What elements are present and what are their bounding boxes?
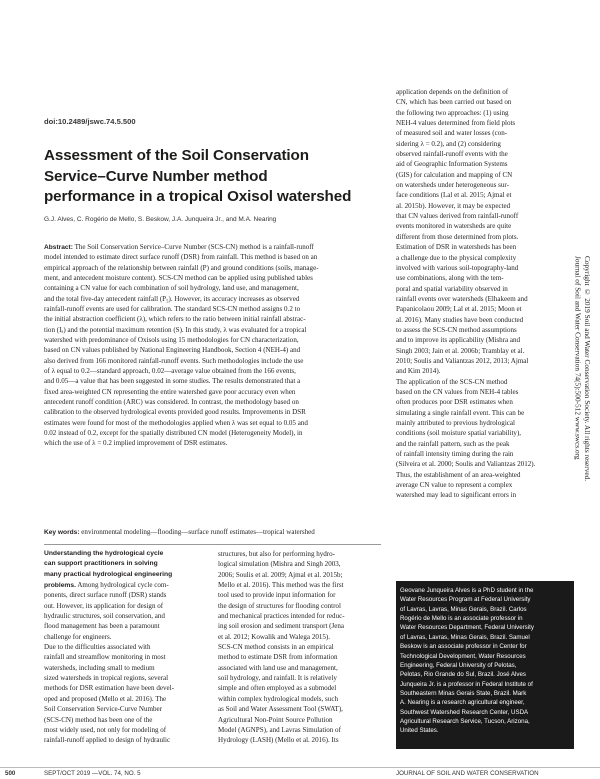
body-line: 2006; Soulis et al. 2009; Ajmal et al. 2015b; (218, 570, 343, 579)
body-line (44, 580, 207, 590)
body-line: ponents, direct surface runoff (DSR) stands (44, 591, 167, 600)
body-line: often produces poor DSR estimates when (396, 398, 513, 407)
body-line: et al. 2012; Kowalik and Walega 2015). (218, 632, 331, 641)
bio-line: A. Nearing is a research agricultural engineer, (400, 699, 525, 707)
body-line: CN, which has been carried out based on (396, 98, 512, 107)
body-line: use combinations, along with the tem- (396, 274, 504, 283)
journal-name: JOURNAL OF SOIL AND WATER CONSERVATION (396, 770, 539, 777)
body-line: of measured soil and water losses (con- (396, 129, 508, 138)
abstract-line: and 0.05—a value that has been suggested in some studies. The results demonstrated that a (44, 377, 301, 386)
body-line: and Kim 2014). (396, 367, 441, 376)
body-line: sidering λ = 0.2), and (2) considering (396, 139, 501, 148)
body-line: Model (AGNPS), and Lavras Simulation of (218, 725, 341, 734)
abstract-line (44, 242, 381, 252)
body-column-1 (44, 549, 207, 746)
bio-line: Rogério de Mello is an associate professor in (400, 615, 523, 623)
bio-line: of Lavras, Lavras, Minas Gerais, Brazil. Samuel (400, 633, 530, 641)
lead-line: many practical hydrological engineering (44, 570, 173, 578)
body-column-3 (396, 87, 567, 501)
body-line: rainfall-runoff applied to design of hydraulic (44, 736, 171, 745)
copyright-line: Journal of Soil and Water Conservation 74(5):500-512 www.swcs.org (573, 256, 583, 460)
lead-line: Understanding the hydrological cycle (44, 550, 164, 557)
body-line: to assess the SCS-CN method assumptions (396, 325, 517, 334)
abstract-line: empirical approach of the relationship between rainfall (P) and ground conditions (soils, manage- (44, 263, 319, 272)
abstract-line: of λ equal to 0.2—standard approach, 0.02—average value obtained from the 166 events, (44, 366, 296, 375)
article-title (44, 146, 394, 208)
abstract (44, 242, 381, 449)
lead-line: problems. (44, 582, 76, 590)
bio-line: Water Resources Department, Federal University (400, 624, 534, 632)
body-line: events monitored in watersheds are quite (396, 222, 512, 231)
body-line: watershed may lead to significant errors in (396, 491, 517, 500)
title-line: Service–Curve Number method (44, 167, 268, 185)
body-line: application depends on the definition of (396, 88, 509, 96)
body-line: The application of the SCS-CN method (396, 377, 508, 386)
body-line: method to estimate DSR from information (218, 653, 338, 662)
abstract-line: watershed with predominance of Oxisols using 15 methodologies for CN characterization, (44, 335, 299, 344)
body-line: watersheds, including small to medium (44, 663, 155, 672)
body-line: (GIS) for calculation and mapping of CN (396, 170, 513, 179)
bio-line: Geovane Junqueira Alves is a PhD student in the (400, 587, 534, 594)
body-line: al. 2015b). However, it may be expected (396, 201, 511, 210)
abstract-line: and the total five-day antecedent rainfall (P₅). However, its accuracy increases as observed (44, 294, 300, 303)
body-line: aid of Geographic Information Systems (396, 160, 508, 169)
abstract-line: estimates were found for most of the methodologies applied when λ was set equal to 0.05 and (44, 418, 308, 427)
abstract-body (44, 252, 381, 448)
abstract-line: which the use of λ = 0.2 implied improvement of DSR estimates. (44, 439, 228, 448)
column-1-body (44, 590, 207, 745)
body-line: hydraulic structures, soil conservation, and (44, 612, 165, 621)
abstract-line: antecedent runoff condition (ARC) was considered. In contrast, the methodology based on (44, 397, 299, 406)
body-line: observed rainfall-runoff events with the (396, 150, 508, 159)
body-line: (SCS-CN) method has been one of the (44, 715, 153, 724)
abstract-line: the initial abstraction coefficient (λ), which refers to the ratio between initial rainfall abstrac- (44, 315, 306, 324)
bio-line: of Lavras, Lavras, Minas Gerais, Brazil. Carlos (400, 605, 527, 613)
body-line: Singh 2003; Jain et al. 2006b; Tramblay et al. (396, 346, 525, 355)
bio-line: Junqueira Jr. is a professor in Federal Institute of (400, 680, 533, 688)
body-line: sized watersheds in tropical regions, several (44, 674, 169, 683)
body-line: Agricultural Non-Point Source Pollution (218, 715, 333, 724)
body-line: NEH-4 values determined from field plots (396, 119, 516, 128)
body-line: of rainfall intensity timing during the rain (396, 450, 514, 459)
body-line: associated with land use and management, (218, 663, 338, 672)
body-line: Mello et al. 2016). This method was the first (218, 581, 344, 590)
abstract-line: rainfall-runoff events are used for calibration. The standard SCS-CN method assigns 0.2 to (44, 304, 301, 313)
section-divider (44, 544, 381, 545)
body-line: rainfall events over watersheds (Elhakeem and (396, 294, 528, 303)
body-line: that CN values derived from rainfall-runoff (396, 212, 519, 221)
body-line: simple and often employed as a submodel (218, 684, 337, 693)
body-line: poral and spatial variability observed in (396, 284, 508, 293)
bio-line: United States. (400, 727, 439, 735)
body-column-2 (218, 549, 381, 746)
body-line: the design of structures for flooding control (218, 601, 341, 610)
body-line: 2010; Soulis and Valiantzas 2012, 2013; Ajmal (396, 356, 529, 365)
abstract-line: tion (Iₐ) and the potential maximum retention (S). In this study, λ was evaluated for a tropical (44, 325, 307, 334)
body-line: tool used to provide input information for (218, 591, 336, 600)
body-line: Soil Conservation Service-Curve Number (44, 705, 163, 714)
copyright-line: Copyright © 2019 Soil and Water Conservation Society. All rights reserved. (583, 256, 592, 482)
body-line: Hydrology (LASH) (Mello et al. 2016). Its (218, 736, 339, 745)
body-line: Due to the difficulties associated with (44, 643, 151, 652)
bio-line: Southwest Watershed Research Center, USDA (400, 708, 529, 716)
body-line: methods for DSR estimation have been devel- (44, 684, 174, 693)
body-line: based on the CN values from NEH-4 tables (396, 387, 519, 396)
body-line: within complex hydrological models, such (218, 694, 338, 703)
abstract-line: also derived from 166 monitored rainfall-runoff events. Such methodologies include the use (44, 356, 304, 365)
keywords (44, 528, 315, 536)
body-text: Among hydrological cycle com- (75, 581, 169, 590)
body-line: face conditions (Lal et al. 2015; Ajmal et (396, 191, 512, 200)
author-bio-box (396, 581, 574, 749)
title-line: performance in a tropical Oxisol watershed (44, 188, 352, 205)
body-line: logical simulation (Mishra and Singh 2003, (218, 560, 341, 569)
copyright-notice (573, 256, 592, 481)
body-line: involved with various soil-topography-land (396, 263, 519, 272)
footer-rule (0, 767, 600, 768)
body-line: Estimation of DSR in watersheds has been (396, 243, 517, 252)
author-list: G.J. Alves, C. Rogério de Mello, S. Beskow, J.A. Junqueira Jr., and M.A. Nearing (44, 216, 277, 223)
body-line: Papanicolaou 2009; Lal et al. 2015; Moon et (396, 305, 522, 314)
abstract-line: fixed area-weighted CN representing the entire watershed gave poor accuracy even when (44, 387, 296, 396)
body-line: (Silveira et al. 2000; Soulis and Valiantzas 2012). (396, 460, 536, 469)
body-line: ing soil erosion and sediment transport (Jena (218, 622, 345, 631)
body-line: different from those determined from plots. (396, 232, 519, 241)
body-line: simulating a single rainfall event. This can be (396, 408, 525, 417)
doi: doi:10.2489/jswc.74.5.500 (44, 117, 136, 126)
body-line: and mechanical practices intended for reduc- (218, 612, 345, 621)
issue-info: SEPT/OCT 2019 —VOL. 74, NO. 5 (44, 770, 141, 777)
abstract-line: containing a CN value for each combination of soil hydrology, land use, and management, (44, 284, 299, 293)
body-line: al. 2016). Many studies have been conducted (396, 315, 524, 324)
lead-line: can support practitioners in solving (44, 560, 158, 568)
body-line: and the rainfall pattern, such as the peak (396, 439, 510, 448)
title-line: Assessment of the Soil Conservation (44, 147, 309, 164)
body-line: Thus, the establishment of an area-weighted (396, 470, 521, 479)
bio-line: Water Resources Program at Federal University (400, 596, 531, 604)
body-line: oped and proposed (Mello et al. 2016). The (44, 694, 167, 703)
abstract-line: model intended to estimate direct surface runoff (DSR) from rainfall. This method is based on an (44, 253, 318, 262)
body-line: out. However, its application for design of (44, 601, 164, 610)
body-line: SCS-CN method consists in an empirical (218, 643, 334, 652)
bio-line: Engineering, Federal University of Pelotas, (400, 661, 517, 669)
body-line: mainly attributed to previous hydrological (396, 419, 515, 427)
abstract-line: based on CN values published by National Engineering Handbook, Section 4 (NEH-4) and (44, 346, 301, 355)
body-line: challenge for engineers. (44, 632, 112, 641)
abstract-line: 0.02 instead of 0.2, except for the spatially distributed CN model (Heterogeneity Model), in (44, 428, 303, 437)
bio-line: Beskow is an associate professor in Center for (400, 643, 527, 651)
bio-line: Pelotas, Rio Grande do Sul, Brazil. José Alves (400, 671, 526, 679)
abstract-label: Abstract: (44, 244, 73, 251)
body-line: soil hydrology, and rainfall. It is relatively (218, 674, 337, 683)
bio-line: Technological Development, Water Resources (400, 652, 526, 660)
body-line: flood management has been a paramount (44, 622, 160, 631)
bio-line: Agricultural Research Service, Tucson, Arizona, (400, 718, 530, 726)
body-line: most widely used, not only for modeling of (44, 725, 167, 734)
body-line: structures, but also for performing hydro- (218, 550, 336, 558)
body-line: a challenge due to the physical complexity (396, 253, 517, 262)
page-number: 500 (5, 770, 16, 777)
body-line: and to improve its applicability (Mishra and (396, 336, 521, 345)
body-line: as Soil and Water Assessment Tool (SWAT), (218, 705, 343, 714)
bio-line: Southeastern Minas Gerais State, Brazil. Mark (400, 689, 527, 697)
body-line: average CN value to represent a complex (396, 481, 513, 490)
keywords-text: environmental modeling—flooding—surface runoff estimates—tropical watershed (79, 528, 315, 536)
keywords-label: Key words: (44, 529, 80, 536)
body-line: the following two approaches: (1) using (396, 108, 509, 117)
body-line: rainfall and streamflow monitoring in most (44, 653, 166, 662)
abstract-text: The Soil Conservation Service–Curve Number (SCS-CN) method is a rainfall-runoff (72, 243, 314, 251)
abstract-line: ment, and antecedent moisture content). SCS-CN method can be applied using published tables (44, 273, 313, 282)
abstract-line: calibration to the observed hydrological events provided good results. Improvements in DSR (44, 408, 306, 417)
body-line: on watersheds under heterogeneous sur- (396, 181, 509, 190)
body-line: conditions (soil moisture spatial variability), (396, 429, 522, 438)
